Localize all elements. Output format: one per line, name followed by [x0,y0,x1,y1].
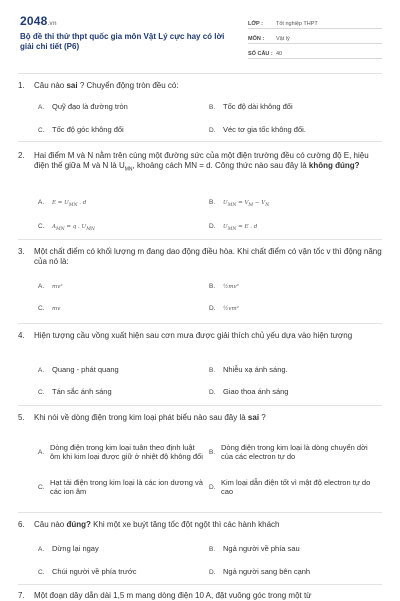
option-b[interactable]: B. Ngả người về phía sau [209,544,300,553]
meta-key: LỚP : [248,21,263,27]
divider [18,141,382,142]
question-number: 1. [18,81,25,90]
option-d[interactable]: D. Véc tơ gia tốc không đổi. [209,125,306,134]
question-text: Câu nào đúng? Khi một xe buýt tăng tốc đột ngột thì các hành khách [34,520,280,529]
meta-row-subject [248,32,382,44]
option-a[interactable]: A. mv² [38,283,63,290]
question-text: Câu nào sai ? Chuyển động tròn đều có: [34,81,179,90]
question-4 [18,331,384,396]
question-number: 4. [18,331,25,340]
option-c[interactable]: C. mv [38,305,61,312]
question-5 [18,413,384,496]
question-3 [18,247,384,312]
question-text: Một đoạn dây dẫn dài 1,5 m mang dòng điện 10 A, đặt vuông góc trong một từ [34,591,312,600]
question-number: 6. [18,520,25,529]
meta-value: 40 [276,51,283,57]
option-a[interactable]: A. Dừng lại ngay [38,544,99,553]
option-b[interactable]: B. $U_{MN} = V_M - V_N$ [209,199,270,209]
option-a[interactable]: A. Quang - phát quang [38,365,119,374]
option-d[interactable]: D. Kim loại dẫn điện tốt vì mật độ electron tự do cao [209,478,371,496]
option-a[interactable]: A. Quỹ đạo là đường tròn [38,102,128,111]
option-b[interactable]: B. ½mv² [209,283,239,290]
divider [18,584,382,585]
question-text: Khi nói về dòng điện trong kim loại phát biểu nào sau đây là sai ? [34,413,266,422]
document-title: Bộ đề thi thử thpt quốc gia môn Vật Lý cực hay có lời giải chi tiết (P6) [20,32,225,51]
question-text: Hai điểm M và N nằm trên cùng một đường sức của một điện trường đều có cường độ E, hiệu điện thế giữa M và N là $U_{MN}$, khoảng cách MN = d. Công thức nào sau đây là không đúng? [34,151,369,173]
meta-info [248,17,382,62]
document-header [20,14,382,66]
option-d[interactable]: D. ½vm² [209,305,239,312]
question-6 [18,520,384,576]
meta-value: Tốt nghiệp THPT [276,21,318,27]
question-number: 3. [18,247,25,256]
meta-value: Vật lý [276,36,290,42]
meta-row-count [248,47,382,59]
divider [18,405,382,406]
divider [18,323,382,324]
option-c[interactable]: C. Tán sắc ánh sáng [38,387,112,396]
option-c[interactable]: C. Chúi người về phía trước [38,567,137,576]
divider [18,239,382,240]
brand-name: 2048 [20,14,48,28]
option-d[interactable]: D. Ngả người sang bên cạnh [209,567,311,576]
option-a[interactable]: A. $E = U_{MN}$ . d [38,199,87,209]
option-d[interactable]: D. $U_{MN} = E$ . d [209,223,258,233]
option-b[interactable]: B. Dòng điện trong kim loại là dòng chuyển dời của các electron tự do [209,443,368,461]
meta-key: MÔN : [248,36,265,42]
option-b[interactable]: B. Nhiễu xạ ánh sáng. [209,365,288,374]
question-text: Một chất điểm có khối lượng m đang dao động điều hòa. Khi chất điểm có vận tốc v thì động năng của nó là: [34,247,382,266]
option-c[interactable]: C. $A_{MN} = q$ . $U_{MN}$ [38,223,95,233]
option-c[interactable]: C. Hạt tải điện trong kim loại là các ion dương và các ion âm [38,478,203,496]
option-c[interactable]: C. Tốc độ góc không đổi [38,125,124,134]
question-1 [18,81,384,134]
option-d[interactable]: D. Giao thoa ánh sáng [209,387,289,396]
question-number: 5. [18,413,25,422]
question-2 [18,151,384,233]
divider [18,512,382,513]
option-a[interactable]: A. Dòng điện trong kim loại tuân theo định luật ôm khi kim loại được giữ ở nhiệt độ không đổi [38,443,203,461]
question-number: 7. [18,591,25,600]
divider [18,73,382,74]
question-text: Hiện tượng cầu vồng xuất hiện sau cơn mưa được giải thích chủ yếu dựa vào hiện tượng [34,331,353,340]
meta-row-class [248,17,382,29]
meta-key: SỐ CÂU : [248,51,273,57]
option-b[interactable]: B. Tốc độ dài không đổi [209,102,293,111]
question-number: 2. [18,151,25,160]
brand-suffix: .vn [47,21,57,27]
